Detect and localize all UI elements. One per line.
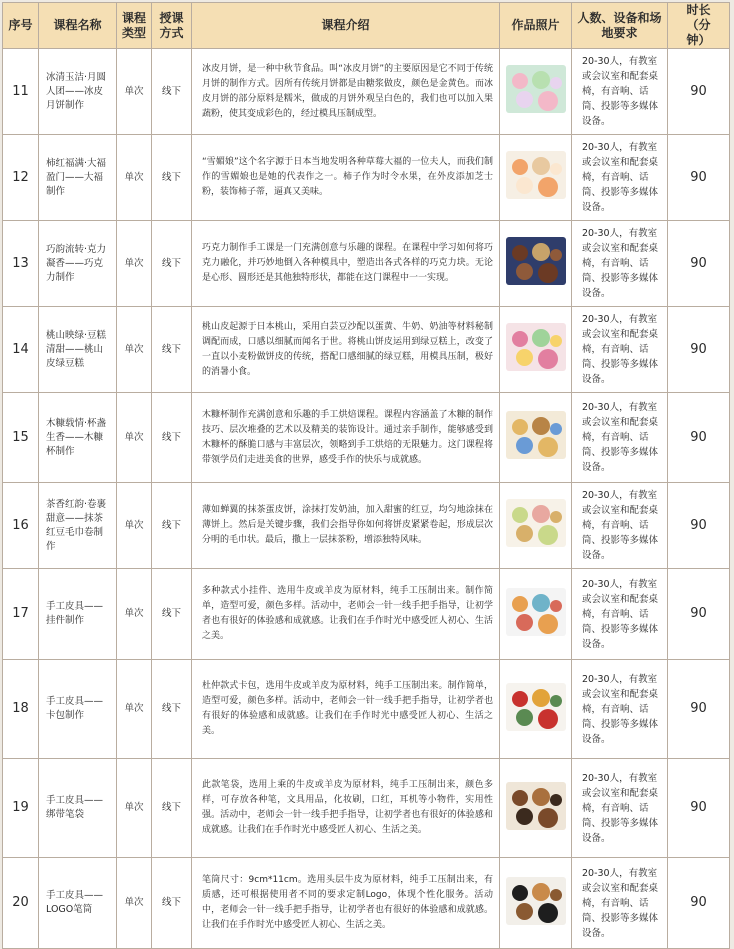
duration-minutes: 90	[668, 660, 730, 759]
teaching-mode: 线下	[152, 858, 192, 949]
table-row	[3, 660, 730, 759]
row-index: 19	[3, 759, 39, 858]
header-photo: 作品照片	[500, 3, 572, 49]
teaching-mode: 线下	[152, 307, 192, 393]
row-index: 11	[3, 49, 39, 135]
header-mode	[152, 3, 192, 49]
chocolate-photo	[506, 237, 566, 285]
work-photo	[500, 759, 572, 858]
course-intro: 巧克力制作手工课是一门充满创意与乐趣的课程。在课程中学习如何将巧克力融化，并巧妙地倒入各种模具中，塑造出各式各样的巧克力块。无论是心形、圆形还是其他独特形状，都能在这门课程中一一实现。	[192, 221, 500, 307]
course-type: 单次	[117, 660, 152, 759]
table-body	[3, 49, 730, 949]
duration-minutes: 90	[668, 307, 730, 393]
teaching-mode: 线下	[152, 660, 192, 759]
course-table	[2, 2, 730, 949]
work-photo	[500, 393, 572, 483]
row-index: 13	[3, 221, 39, 307]
course-intro: 此款笔袋，选用上乘的牛皮或羊皮为原材料，纯手工压制出来，颜色多样，可存放各种笔，文具用品，化妆刷，口红，耳机等小物件，实用性强。活动中，老师会一针一线手把手指导，让初学者也有很好的体验感和成就感。让我们在手作时光中感受匠人初心、生活之美。	[192, 759, 500, 858]
table-header	[3, 3, 730, 49]
work-photo	[500, 569, 572, 660]
course-type: 单次	[117, 307, 152, 393]
duration-minutes: 90	[668, 135, 730, 221]
course-name: 冰清玉洁·月圆人团——冰皮月饼制作	[39, 49, 117, 135]
leather-charm-photo	[506, 588, 566, 636]
teaching-mode: 线下	[152, 393, 192, 483]
duration-minutes: 90	[668, 569, 730, 660]
venue-requirements: 20-30人，有教室或会议室和配套桌椅，有音响、话筒、投影等多媒体设备。	[572, 307, 668, 393]
course-intro: 薄如蝉翼的抹茶蛋皮饼，涂抹打发奶油，加入甜蜜的红豆，均匀地涂抹在薄饼上。然后是关键步骤，我们会指导你如何将饼皮紧紧卷起，形成层次分明的毛巾状。最后，撒上一层抹茶粉，增添独特风味。	[192, 483, 500, 569]
table-row	[3, 759, 730, 858]
header-type-text: 课程类型	[121, 10, 146, 40]
duration-minutes: 90	[668, 759, 730, 858]
header-row	[3, 3, 730, 49]
venue-requirements: 20-30人，有教室或会议室和配套桌椅，有音响、话筒、投影等多媒体设备。	[572, 393, 668, 483]
table-row	[3, 569, 730, 660]
work-photo	[500, 307, 572, 393]
table-row	[3, 221, 730, 307]
work-photo	[500, 49, 572, 135]
work-photo	[500, 483, 572, 569]
header-req	[572, 3, 668, 49]
duration-minutes: 90	[668, 858, 730, 949]
course-type: 单次	[117, 49, 152, 135]
row-index: 18	[3, 660, 39, 759]
course-type: 单次	[117, 483, 152, 569]
row-index: 14	[3, 307, 39, 393]
course-intro: 笔筒尺寸：9cm*11cm。选用头层牛皮为原材料，纯手工压制出来，有质感，还可根据使用者不同的要求定制Logo，体现个性化服务。活动中，老师会一针一线手把手指导，让初学者也有很好的体验感和成就感。让我们在手作时光中感受匠人初心、生活之美。	[192, 858, 500, 949]
row-index: 16	[3, 483, 39, 569]
teaching-mode: 线下	[152, 221, 192, 307]
teaching-mode: 线下	[152, 135, 192, 221]
work-photo	[500, 858, 572, 949]
course-intro: 冰皮月饼，是一种中秋节食品。叫“冰皮月饼”的主要原因是它不同于传统月饼的制作方式。因所有传统月饼都是由糖浆做皮，颜色是金黄色。而冰皮月饼的部分原料是糯米，做成的月饼外观呈白色的，我们也可以加入果蔬粉，使其变成彩色的，经过模具压制成型。	[192, 49, 500, 135]
venue-requirements: 20-30人，有教室或会议室和配套桌椅，有音响、话筒、投影等多媒体设备。	[572, 759, 668, 858]
course-intro: “雪媚娘”这个名字源于日本当地发明各种草莓大福的一位夫人，而我们制作的雪媚娘也是她的代表作之一。柿子作为时令水果，在外皮添加芝士粉，装饰柿子蒂，逼真又美味。	[192, 135, 500, 221]
course-intro: 杜仲款式卡包，选用牛皮或羊皮为原材料，纯手工压制出来。制作简单，造型可爱，颜色多样。活动中，老师会一针一线手把手指导，让初学者也有很好的体验感和成就感。让我们在手作时光中感受匠人初心、生活之美。	[192, 660, 500, 759]
duration-minutes: 90	[668, 483, 730, 569]
course-name: 柿红福满·大福盈门——大福制作	[39, 135, 117, 221]
table-row	[3, 393, 730, 483]
venue-requirements: 20-30人，有教室或会议室和配套桌椅，有音响、话筒、投影等多媒体设备。	[572, 221, 668, 307]
table-row	[3, 858, 730, 949]
matcha-roll-photo	[506, 499, 566, 547]
pen-pouch-photo	[506, 782, 566, 830]
mooncake-photo	[506, 65, 566, 113]
table-row	[3, 307, 730, 393]
header-name: 课程名称	[39, 3, 117, 49]
teaching-mode: 线下	[152, 569, 192, 660]
course-type: 单次	[117, 221, 152, 307]
course-name: 桃山映绿·豆糕清甜——桃山皮绿豆糕	[39, 307, 117, 393]
teaching-mode: 线下	[152, 759, 192, 858]
mungbean-cake-photo	[506, 323, 566, 371]
header-intro: 课程介绍	[192, 3, 500, 49]
card-holder-photo	[506, 683, 566, 731]
work-photo	[500, 221, 572, 307]
row-index: 17	[3, 569, 39, 660]
course-name: 木糠载情·杯盏生香——木糠杯制作	[39, 393, 117, 483]
course-name: 茶香红韵·卷裹甜意——抹茶红豆毛巾卷制作	[39, 483, 117, 569]
logo-pen-holder-photo	[506, 877, 566, 925]
header-mode-text: 授课方式	[159, 10, 184, 40]
course-intro: 多种款式小挂件、选用牛皮或羊皮为原材料，纯手工压制出来。制作简单，造型可爱，颜色多样。活动中，老师会一针一线手把手指导，让初学者也有很好的体验感和成就感。让我们在手作时光中感受匠人初心、生活之美。	[192, 569, 500, 660]
header-duration-text: 时长（分钟）	[686, 3, 711, 47]
teaching-mode: 线下	[152, 49, 192, 135]
venue-requirements: 20-30人，有教室或会议室和配套桌椅，有音响、话筒、投影等多媒体设备。	[572, 135, 668, 221]
course-type: 单次	[117, 135, 152, 221]
course-name: 手工皮具——挂件制作	[39, 569, 117, 660]
work-photo	[500, 135, 572, 221]
duration-minutes: 90	[668, 393, 730, 483]
venue-requirements: 20-30人，有教室或会议室和配套桌椅，有音响、话筒、投影等多媒体设备。	[572, 858, 668, 949]
header-index: 序号	[3, 3, 39, 49]
course-name: 手工皮具——卡包制作	[39, 660, 117, 759]
course-intro: 木糠杯制作充满创意和乐趣的手工烘焙课程。课程内容涵盖了木糠的制作技巧、层次堆叠的艺术以及精美的装饰设计。通过亲手制作，能够感受到木糠杯的酥脆口感与丰富层次，领略到手工烘焙的无限魅力。这门课程将带领学员们走进美食的世界，感受手作的快乐与成就感。	[192, 393, 500, 483]
venue-requirements: 20-30人，有教室或会议室和配套桌椅，有音响、话筒、投影等多媒体设备。	[572, 49, 668, 135]
row-index: 12	[3, 135, 39, 221]
venue-requirements: 20-30人，有教室或会议室和配套桌椅，有音响、话筒、投影等多媒体设备。	[572, 483, 668, 569]
table-row	[3, 483, 730, 569]
venue-requirements: 20-30人，有教室或会议室和配套桌椅，有音响、话筒、投影等多媒体设备。	[572, 660, 668, 759]
header-req-text: 人数、设备和场地要求	[577, 10, 662, 40]
teaching-mode: 线下	[152, 483, 192, 569]
row-index: 20	[3, 858, 39, 949]
header-type	[117, 3, 152, 49]
table-row	[3, 49, 730, 135]
header-duration	[668, 3, 730, 49]
course-type: 单次	[117, 858, 152, 949]
table-row	[3, 135, 730, 221]
row-index: 15	[3, 393, 39, 483]
course-name: 手工皮具——LOGO笔筒	[39, 858, 117, 949]
duration-minutes: 90	[668, 49, 730, 135]
course-name: 巧韵流转·克力凝香——巧克力制作	[39, 221, 117, 307]
venue-requirements: 20-30人，有教室或会议室和配套桌椅，有音响、话筒、投影等多媒体设备。	[572, 569, 668, 660]
course-type: 单次	[117, 759, 152, 858]
course-type: 单次	[117, 569, 152, 660]
course-type: 单次	[117, 393, 152, 483]
course-intro: 桃山皮起源于日本桃山，采用白芸豆沙配以蛋黄、牛奶、奶油等材料秘制调配而成，口感以细腻而闻名于世。将桃山饼皮运用到绿豆糕上，改变了一直以小麦粉做饼皮的传统，搭配口感细腻的绿豆糕，用模具压制，极好的消暑小食。	[192, 307, 500, 393]
course-name: 手工皮具——绑带笔袋	[39, 759, 117, 858]
daifuku-photo	[506, 151, 566, 199]
sawdust-cup-photo	[506, 411, 566, 459]
duration-minutes: 90	[668, 221, 730, 307]
work-photo	[500, 660, 572, 759]
